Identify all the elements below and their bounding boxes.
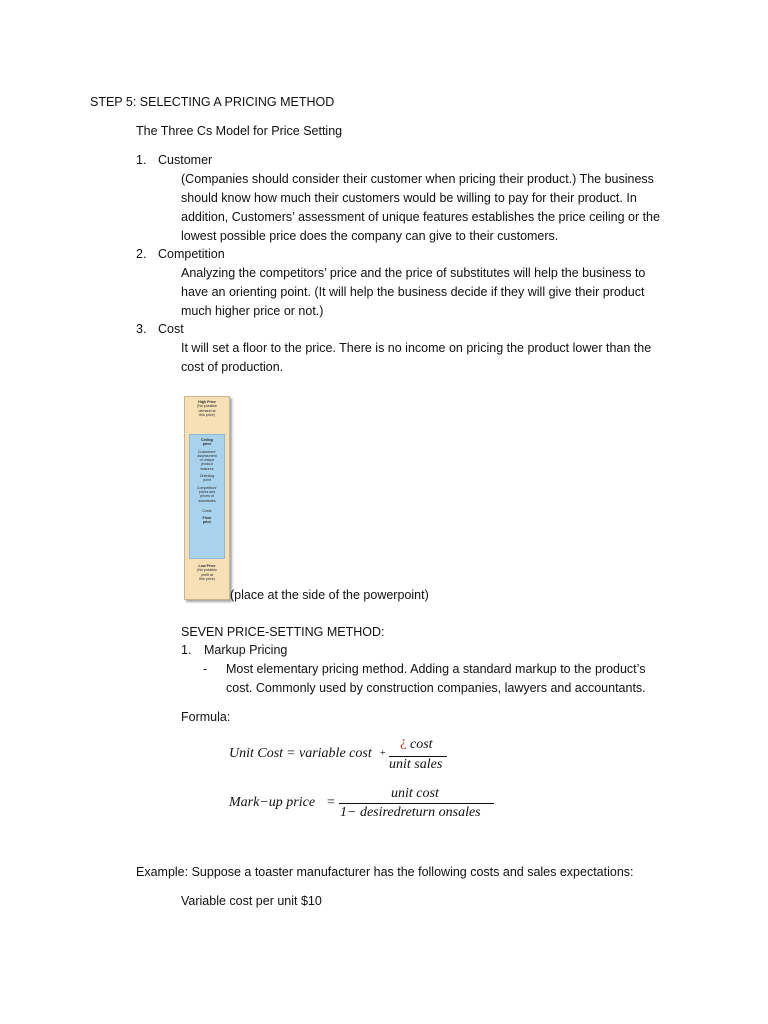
text-line: have an orienting point. (It will help the business decide if they will give their product [181,285,645,299]
formula-lhs: Unit Cost [229,746,284,761]
formula-denominator: 1− desiredreturn onsales [340,805,481,820]
figure-price-range: Ceiling price Customers’ assessment of unique product features Orienting point Competitors’ prices and prices of substitutes Costs Floor price [189,434,225,559]
formula-term: variable cost [299,746,372,761]
formula-lhs: Mark−up price [229,795,316,810]
formula-numerator: unit cost [391,786,439,801]
text-line: Analyzing the competitors’ price and the price of substitutes will help the business to [181,266,646,280]
figure-high-price: High Price (No possible demand at this price) [197,400,217,417]
list-number: 1. [136,153,147,167]
method-label: Markup Pricing [204,643,288,657]
text-line: addition, Customers’ assessment of unique features establishes the price ceiling or the [181,210,660,224]
example-text: Example: Suppose a toaster manufacturer has the following costs and sales expectations: [136,865,634,879]
text-line: cost. Commonly used by construction companies, lawyers and accountants. [226,681,646,695]
list-number: 2. [136,247,147,261]
formula-numerator: cost [410,737,433,752]
list-label: Customer [158,153,213,167]
list-label: Competition [158,247,225,261]
step-title: STEP 5: SELECTING A PRICING METHOD [90,95,335,109]
formula-glyph: ¿ [400,734,407,750]
list-number: 1. [181,643,192,657]
three-cs-figure [184,396,230,600]
formula-equals: = [327,795,335,810]
text-line: Most elementary pricing method. Adding a standard markup to the product’s [226,662,646,676]
seven-methods-title: SEVEN PRICE-SETTING METHOD: [181,625,385,639]
figure-caption: (place at the side of the powerpoint) [230,588,429,602]
text-line: It will set a floor to the price. There is no income on pricing the product lower than the [181,341,652,355]
formula-plus: + [380,748,386,759]
formula-denominator: unit sales [389,757,443,772]
bullet-dash: - [203,662,208,676]
formula-equals: = [287,746,295,761]
text-line: should know how much their customers would be willing to pay for their product. In [181,191,637,205]
variable-cost-text: Variable cost per unit $10 [181,894,322,908]
text-line: lowest possible price does the company can give to their customers. [181,229,559,243]
figure-low-price: Low Price (No possible profit at this price) [197,564,217,581]
text-line: much higher price or not.) [181,304,324,318]
list-number: 3. [136,322,147,336]
formula-label: Formula: [181,710,231,724]
list-label: Cost [158,322,184,336]
text-line: (Companies should consider their customer when pricing their product.) The business [181,172,654,186]
three-cs-subtitle: The Three Cs Model for Price Setting [136,124,343,138]
text-line: cost of production. [181,360,284,374]
